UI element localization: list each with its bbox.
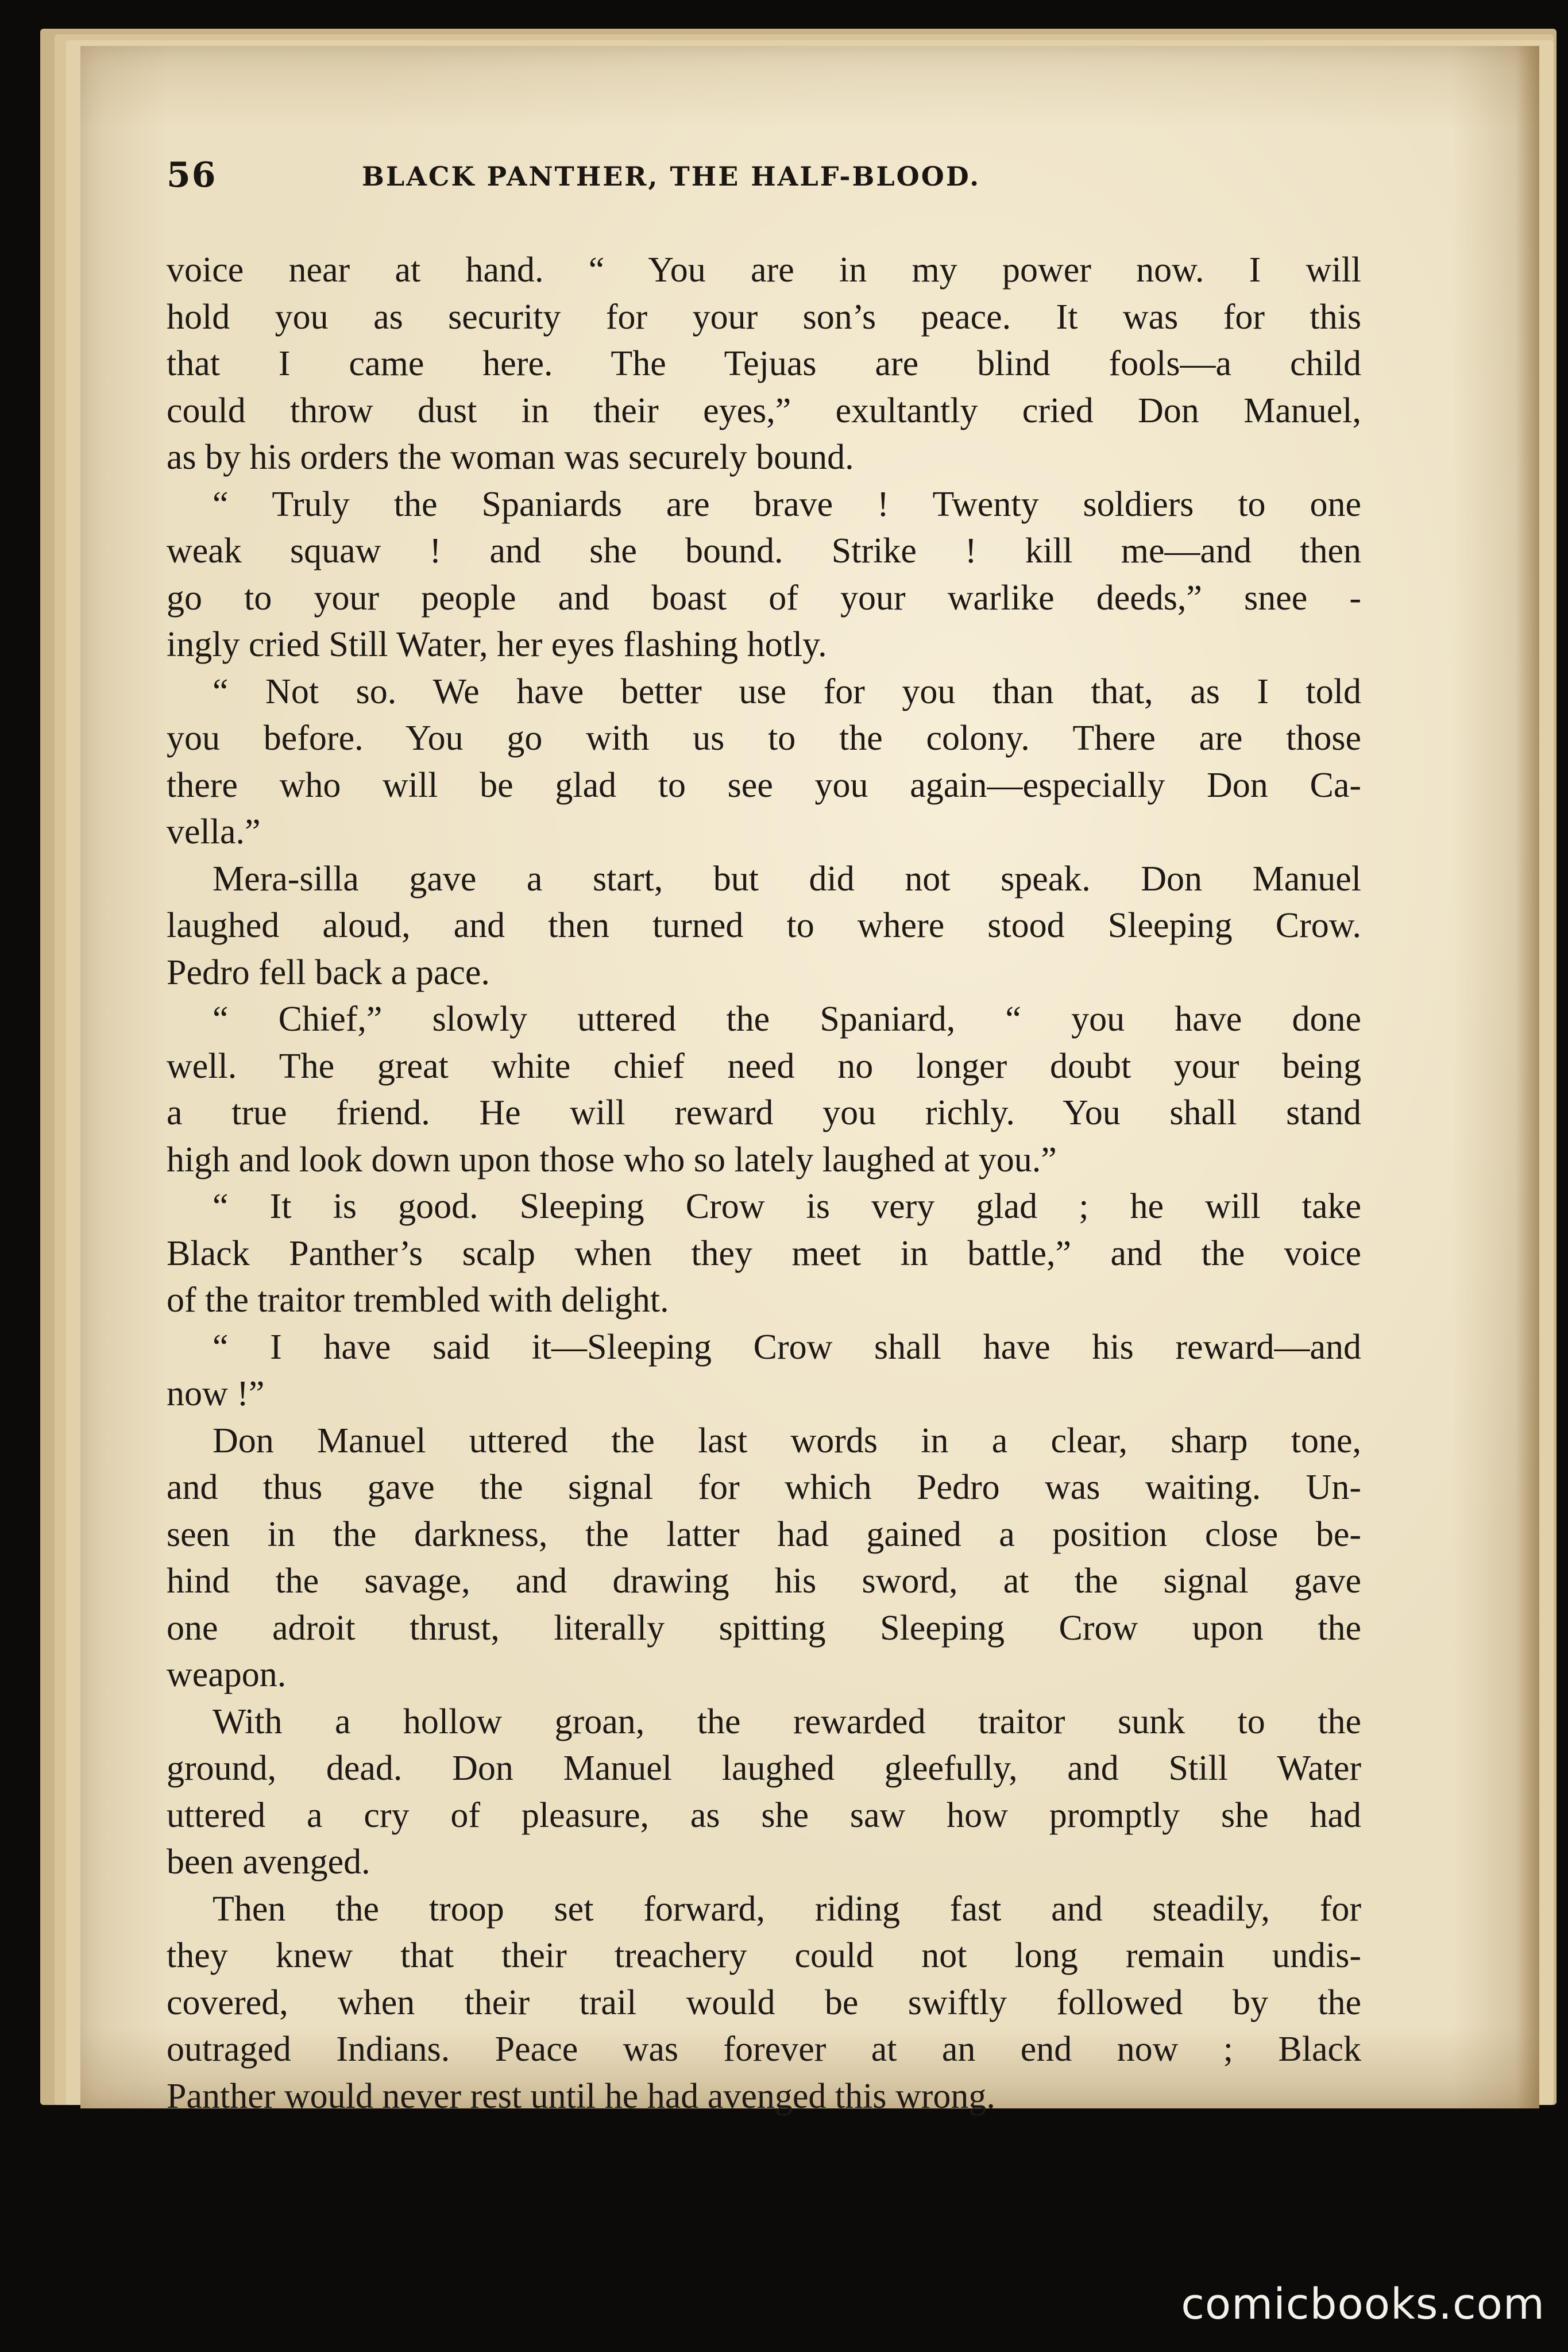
paragraph (167, 1699, 1361, 1886)
text-line: weapon. (167, 1655, 287, 1694)
paragraph (167, 247, 1361, 481)
text-line: weak squaw ! and she bound. Strike ! kill me—and then (167, 531, 1361, 570)
text-line: outraged Indians. Peace was forever at an end now ; Black (167, 2030, 1361, 2069)
text-line: of the traitor trembled with delight. (167, 1281, 669, 1320)
text-line: ground, dead. Don Manuel laughed gleefully, and Still Water (167, 1749, 1361, 1788)
text-line: Mera-silla gave a start, but did not speak. Don Manuel (213, 859, 1361, 899)
text-line: you before. You go with us to the colony. There are those (167, 719, 1361, 758)
paragraph (167, 1418, 1361, 1699)
watermark: comicbooks.com (1181, 2280, 1545, 2329)
text-line: Then the troop set forward, riding fast and steadily, for (213, 1889, 1361, 1929)
text-line: been avenged. (167, 1842, 370, 1881)
paragraph (167, 1886, 1361, 2120)
text-line: as by his orders the woman was securely bound. (167, 438, 854, 477)
text-line: one adroit thrust, literally spitting Sleeping Crow upon the (167, 1608, 1361, 1648)
text-line: ingly cried Still Water, her eyes flashing hotly. (167, 625, 827, 664)
text-line: there who will be glad to see you again—especially Don Ca- (167, 765, 1361, 805)
text-line: they knew that their treachery could not long remain undis- (167, 1936, 1361, 1975)
text-line: voice near at hand. “ You are in my power now. I will (167, 250, 1361, 290)
text-line: now !” (167, 1374, 265, 1413)
text-line: “ Not so. We have better use for you than that, as I told (213, 672, 1361, 711)
text-line: that I came here. The Tejuas are blind fools—a child (167, 344, 1361, 383)
text-line: “ I have said it—Sleeping Crow shall have his reward—and (213, 1327, 1361, 1367)
page-header-title: BLACK PANTHER, THE HALF-BLOOD. (362, 161, 981, 192)
text-line: hold you as security for your son’s peace. It was for this (167, 297, 1361, 337)
text-line: hind the savage, and drawing his sword, at the signal gave (167, 1561, 1361, 1601)
text-line: With a hollow groan, the rewarded traitor sunk to the (213, 1702, 1361, 1741)
text-line: “ Chief,” slowly uttered the Spaniard, “ you have done (213, 1000, 1361, 1039)
text-line: laughed aloud, and then turned to where stood Sleeping Crow. (167, 906, 1361, 945)
text-line: covered, when their trail would be swiftly followed by the (167, 1983, 1361, 2022)
body-text (167, 247, 1361, 2120)
paragraph (167, 481, 1361, 669)
text-line: go to your people and boast of your warlike deeds,” snee - (167, 578, 1361, 618)
text-line: could throw dust in their eyes,” exultantly cried Don Manuel, (167, 391, 1361, 430)
text-line: high and look down upon those who so lately laughed at you.” (167, 1140, 1057, 1179)
paragraph (167, 856, 1361, 997)
text-line: uttered a cry of pleasure, as she saw how promptly she had (167, 1795, 1361, 1835)
page-number: 56 (167, 155, 217, 195)
running-head (167, 155, 1143, 207)
paragraph (167, 1183, 1361, 1324)
text-line: vella.” (167, 812, 261, 851)
text-line: Black Panther’s scalp when they meet in battle,” and the voice (167, 1233, 1361, 1273)
text-line: well. The great white chief need no longer doubt your being (167, 1046, 1361, 1086)
text-line: “ Truly the Spaniards are brave ! Twenty soldiers to one (213, 484, 1361, 524)
paragraph (167, 1324, 1361, 1418)
text-line: a true friend. He will reward you richly. You shall stand (167, 1093, 1361, 1132)
text-line: and thus gave the signal for which Pedro was waiting. Un- (167, 1468, 1361, 1507)
text-line: Pedro fell back a pace. (167, 953, 490, 992)
text-line: “ It is good. Sleeping Crow is very glad ; he will take (213, 1187, 1361, 1226)
text-line: Don Manuel uttered the last words in a clear, sharp tone, (213, 1421, 1361, 1460)
text-line: Panther would never rest until he had avenged this wrong. (167, 2076, 995, 2116)
paragraph (167, 669, 1361, 856)
paragraph (167, 996, 1361, 1183)
text-line: seen in the darkness, the latter had gained a position close be- (167, 1514, 1361, 1554)
spine-shadow (1516, 46, 1539, 2108)
